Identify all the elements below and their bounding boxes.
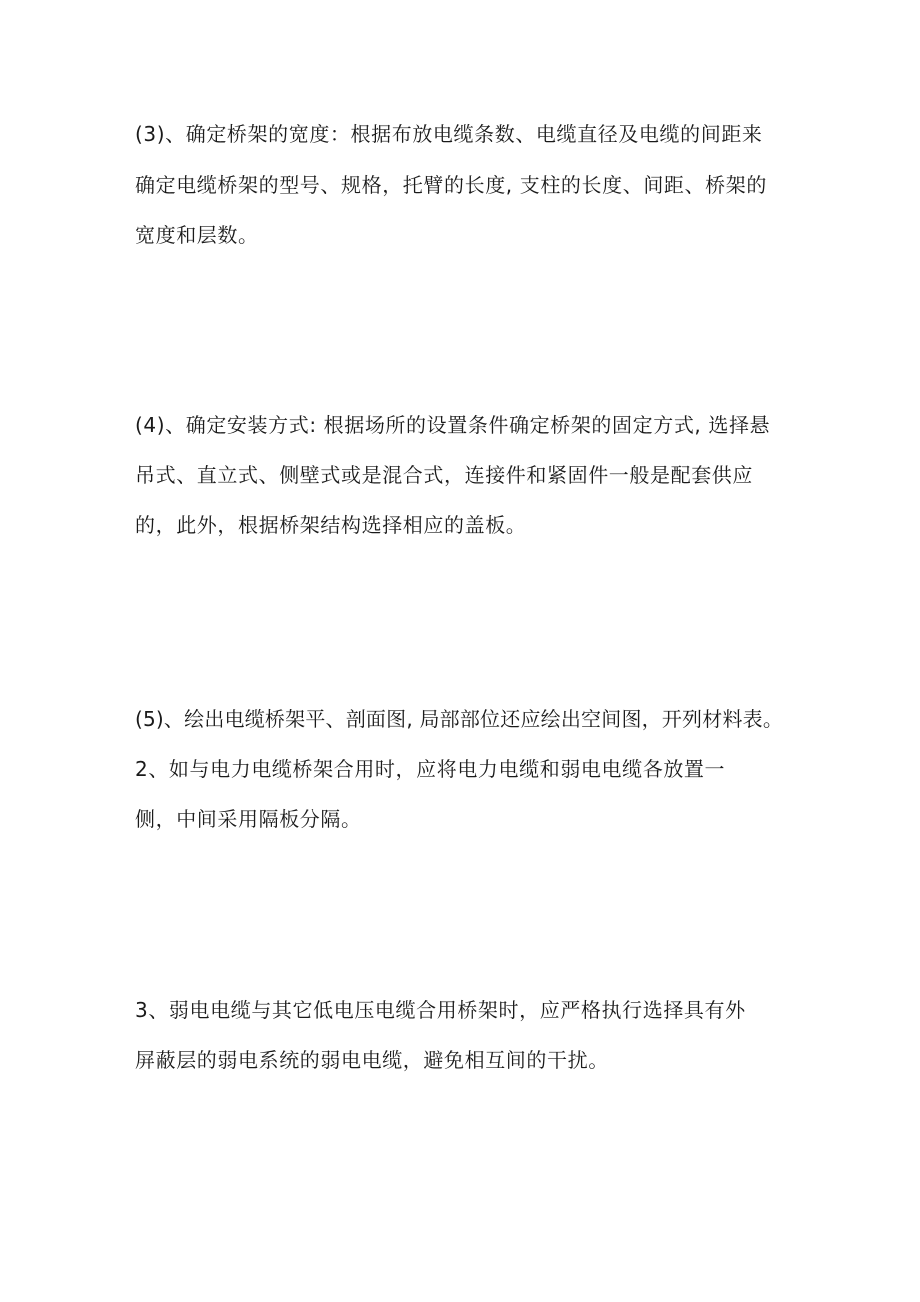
text-line: (5)、绘出电缆桥架平、剖面图, 局部部位还应绘出空间图，开列材料表。 (135, 707, 784, 731)
text-line: 吊式、直立式、侧壁式或是混合式，连接件和紧固件一般是配套供应 (135, 463, 753, 487)
text-line: 的，此外，根据桥架结构选择相应的盖板。 (135, 513, 527, 537)
text-line: (4)、确定安装方式: 根据场所的设置条件确定桥架的固定方式, 选择悬 (135, 413, 771, 437)
text-line: 侧，中间采用隔板分隔。 (135, 807, 362, 831)
text-line: 确定电缆桥架的型号、规格，托臂的长度, 支柱的长度、间距、桥架的 (135, 173, 767, 197)
text-line: 宽度和层数。 (135, 223, 259, 247)
text-line: 3、弱电电缆与其它低电压电缆合用桥架时，应严格执行选择具有外 (135, 998, 746, 1022)
text-line: 2、如与电力电缆桥架合用时，应将电力电缆和弱电电缆各放置一 (135, 757, 726, 781)
text-line: (3)、确定桥架的宽度：根据布放电缆条数、电缆直径及电缆的间距来 (135, 122, 763, 146)
text-line: 屏蔽层的弱电系统的弱电电缆，避免相互间的干扰。 (135, 1048, 609, 1072)
